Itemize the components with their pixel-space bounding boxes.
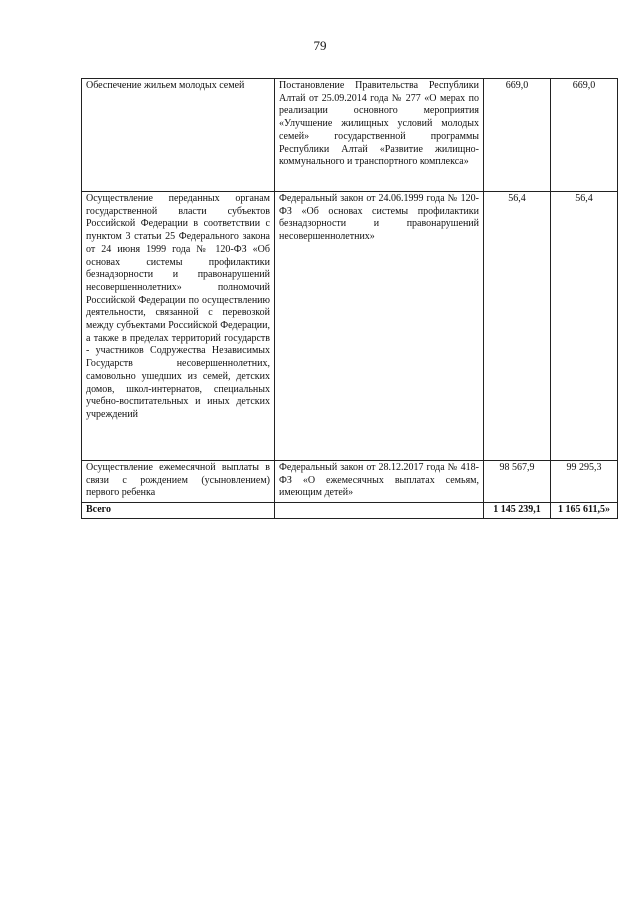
total-value-1-cell: 1 145 239,1 [484, 503, 551, 519]
table-row [82, 192, 618, 461]
total-row [82, 503, 618, 519]
total-label-cell: Всего [82, 503, 275, 519]
row-name-cell: Обеспечение жильем молодых семей [82, 79, 275, 192]
table-row [82, 461, 618, 503]
row-document-cell: Постановление Правительства Республики Алтай от 25.09.2014 года № 277 «О мерах по реализации основного мероприятия «Улучшение жилищных условий молодых семей» государственной программы Республики Алтай «Развитие жилищно-коммунального и транспортного комплекса» [275, 79, 484, 192]
row-name-cell: Осуществление переданных органам государственной власти субъектов Российской Федерации в соответствии с пунктом 3 статьи 25 Федерального закона от 24 июня 1999 года № 120-ФЗ «Об основах системы профилактики безнадзорности и правонарушений несовершеннолетних» полномочий Российской Федерации по осуществлению деятельности, связанной с перевозкой между субъектами Российской Федерации, а также в пределах территорий государств - участников Содружества Независимых Государств несовершеннолетних, самовольно ушедших из семей, детских домов, школ-интернатов, специальных учебно-воспитательных и иных детских учреждений [82, 192, 275, 461]
total-value-2-cell: 1 165 611,5» [551, 503, 618, 519]
table-row [82, 79, 618, 192]
row-value-1-cell: 56,4 [484, 192, 551, 461]
page-number: 79 [313, 38, 327, 53]
expenditure-table [81, 78, 618, 519]
row-value-2-cell: 669,0 [551, 79, 618, 192]
row-document-cell: Федеральный закон от 28.12.2017 года № 418-ФЗ «О ежемесячных выплатах семьям, имеющим детей» [275, 461, 484, 503]
row-document-cell: Федеральный закон от 24.06.1999 года № 120-ФЗ «Об основах системы профилактики безнадзорности и правонарушений несовершеннолетних» [275, 192, 484, 461]
row-value-2-cell: 56,4 [551, 192, 618, 461]
row-name-cell: Осуществление ежемесячной выплаты в связи с рождением (усыновлением) первого ребенка [82, 461, 275, 503]
row-value-1-cell: 669,0 [484, 79, 551, 192]
row-value-1-cell: 98 567,9 [484, 461, 551, 503]
total-document-cell [275, 503, 484, 519]
row-value-2-cell: 99 295,3 [551, 461, 618, 503]
